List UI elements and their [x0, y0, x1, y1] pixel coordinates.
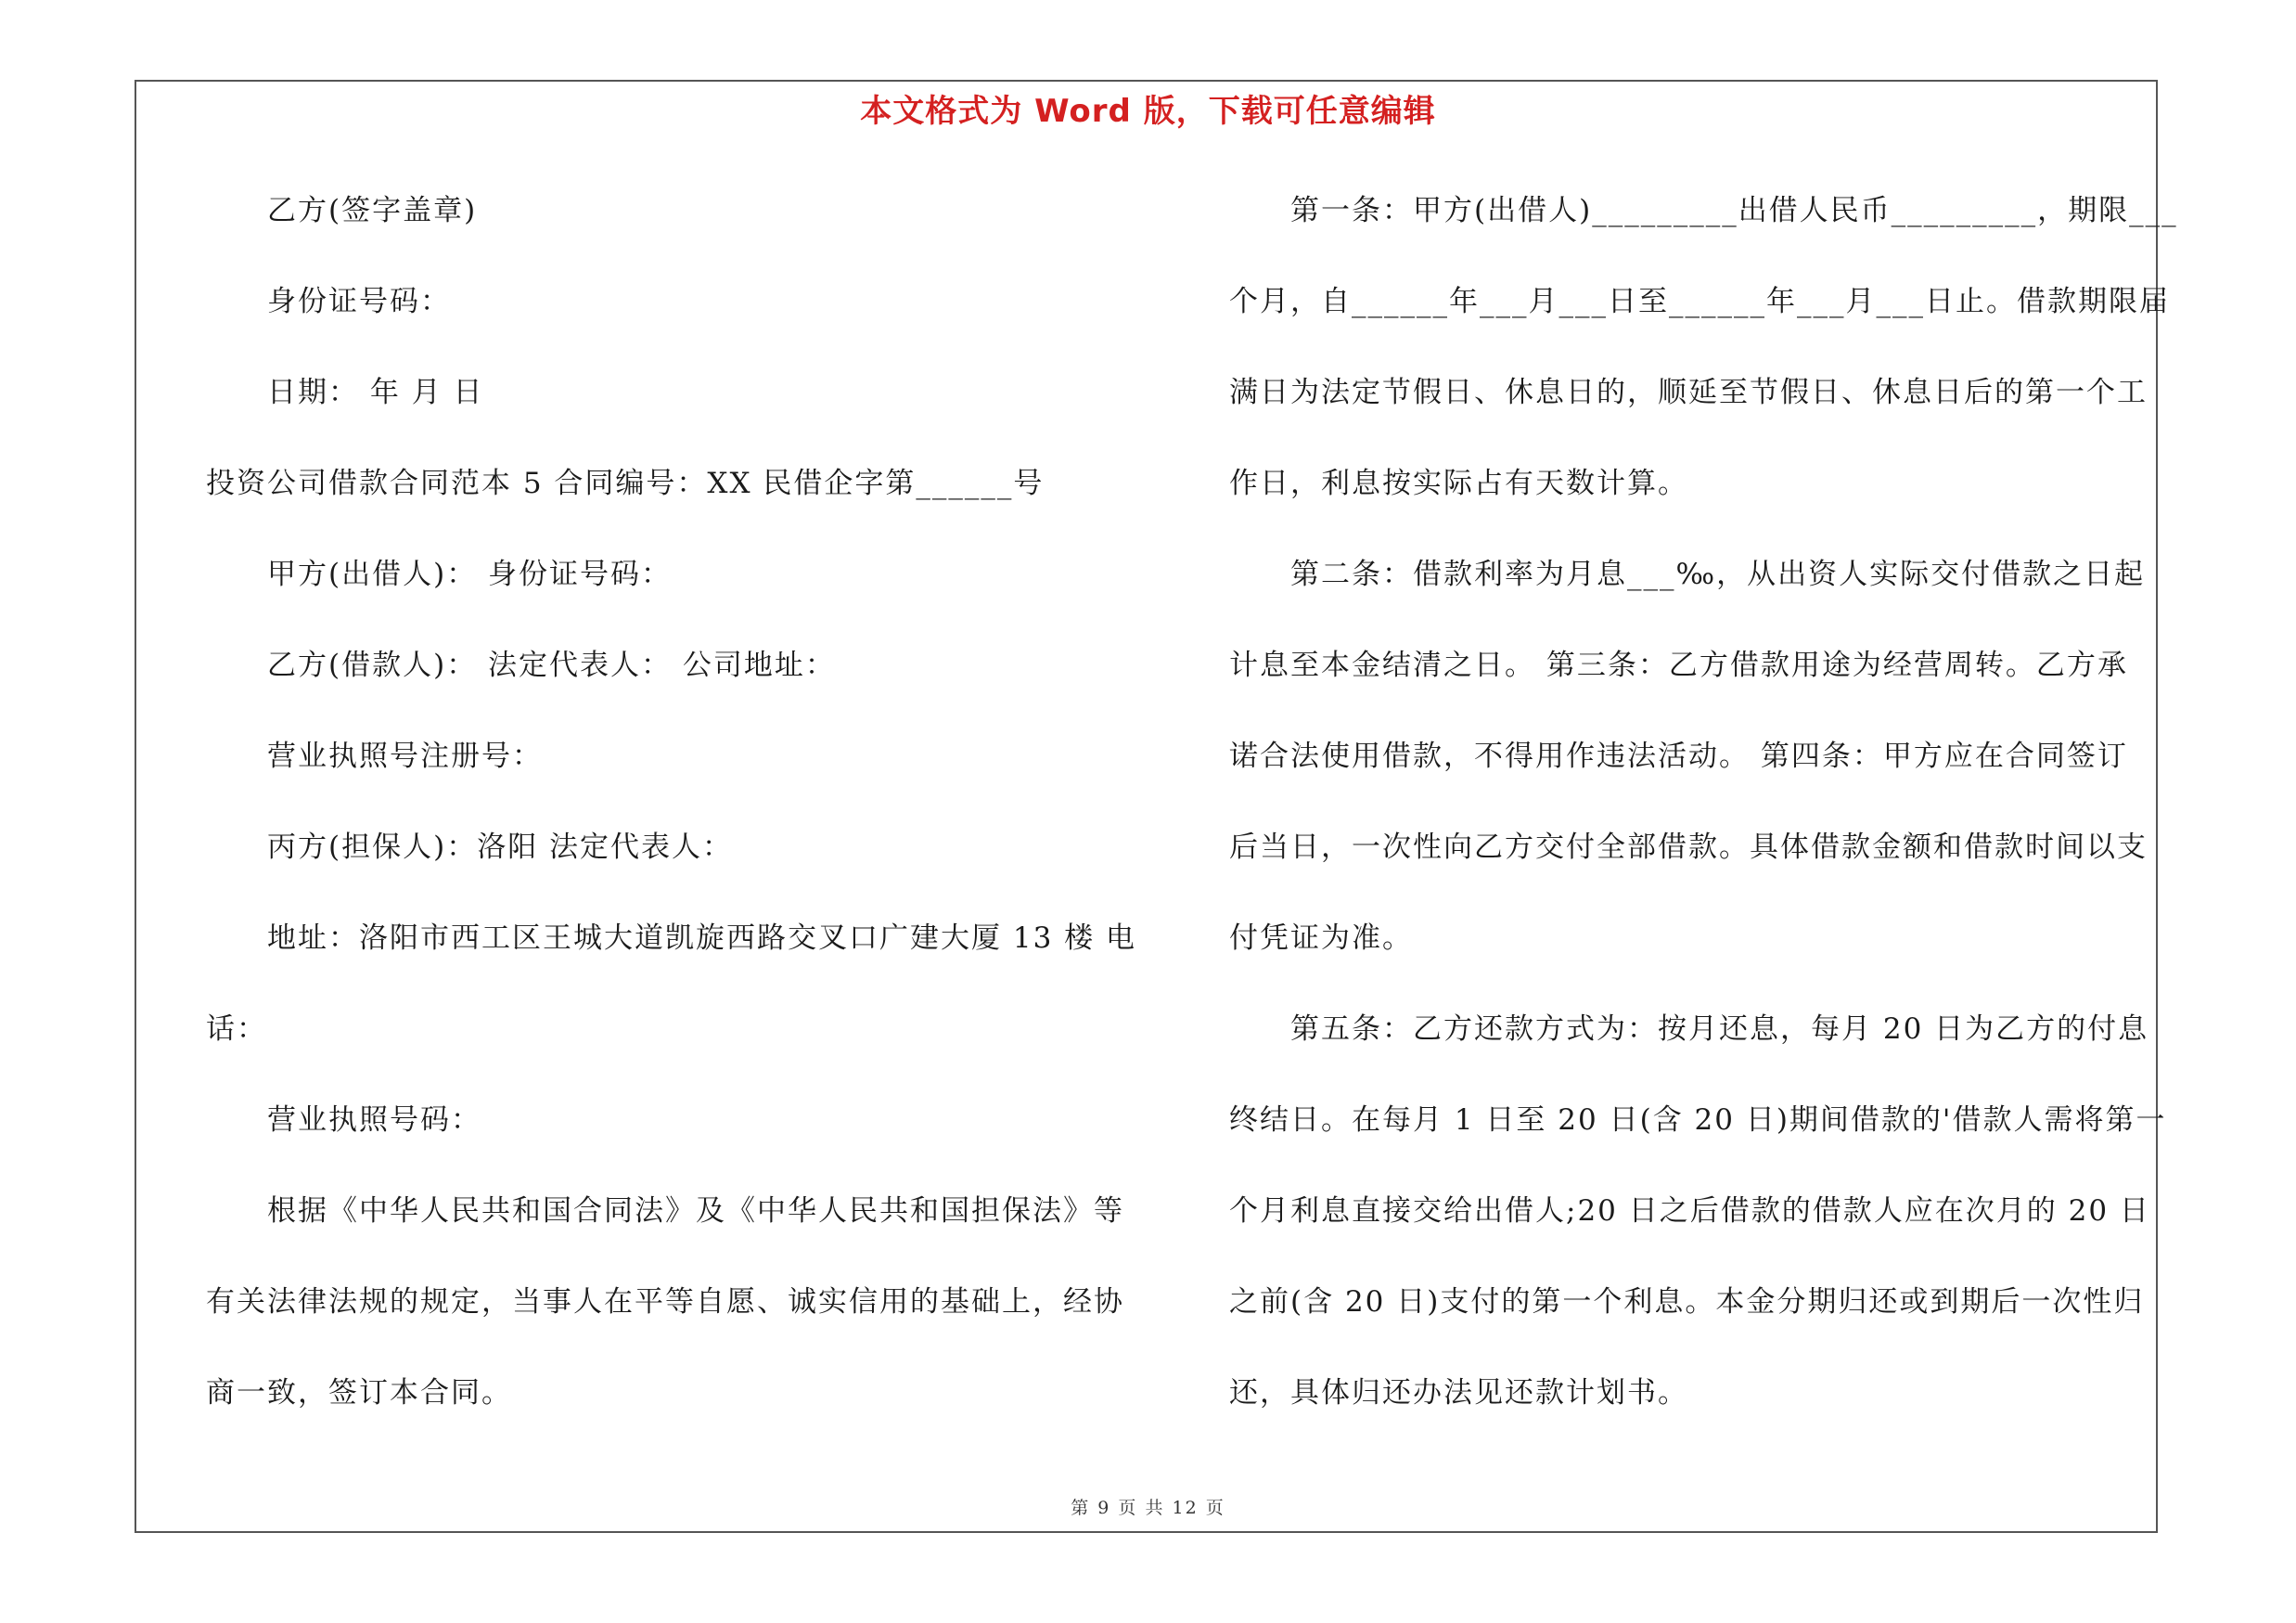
document-header-title: 本文格式为 Word 版，下载可任意编辑: [860, 93, 1436, 130]
text-line: 诺合法使用借款，不得用作违法活动。 第四条：甲方应在合同签订: [1229, 740, 2128, 773]
left-text-column: [206, 182, 1137, 1455]
text-line: 个月利息直接交给出借人;20 日之后借款的借款人应在次月的 20 日: [1229, 1194, 2150, 1228]
text-line: 第一条：甲方(出借人)_________出借人民币_________，期限___: [1290, 194, 2178, 227]
text-line: 后当日，一次性向乙方交付全部借款。具体借款金额和借款时间以支: [1229, 831, 2148, 864]
text-line: 身份证号码：: [267, 285, 451, 318]
text-line: 作日，利息按实际占有天数计算。: [1229, 467, 1688, 500]
text-line: 还，具体归还办法见还款计划书。: [1229, 1376, 1688, 1410]
text-line: 甲方(出借人)： 身份证号码：: [267, 558, 673, 591]
text-line: 营业执照号注册号：: [267, 740, 543, 773]
text-line: 终结日。在每月 1 日至 20 日(含 20 日)期间借款的'借款人需将第一: [1229, 1103, 2167, 1137]
text-line: 投资公司借款合同范本 5 合同编号：XX 民借企字第______号: [206, 467, 1045, 500]
text-line: 第二条：借款利率为月息___‰，从出资人实际交付借款之日起: [1290, 558, 2146, 591]
text-line: 满日为法定节假日、休息日的，顺延至节假日、休息日后的第一个工: [1229, 376, 2148, 409]
text-line: 有关法律法规的规定，当事人在平等自愿、诚实信用的基础上，经协: [206, 1285, 1124, 1319]
right-text-column: [1229, 182, 2178, 1455]
text-line: 个月，自______年___月___日至______年___月___日止。借款期限届: [1229, 285, 2170, 318]
page-number-footer: 第 9 页 共 12 页: [1071, 1498, 1225, 1518]
text-line: 付凭证为准。: [1229, 921, 1413, 955]
text-line: 话：: [206, 1012, 267, 1046]
text-line: 商一致，签订本合同。: [206, 1376, 512, 1410]
text-line: 日期： 年 月 日: [267, 376, 484, 409]
text-line: 乙方(借款人)： 法定代表人： 公司地址：: [267, 649, 836, 682]
text-line: 计息至本金结清之日。 第三条：乙方借款用途为经营周转。乙方承: [1229, 649, 2128, 682]
text-line: 营业执照号码：: [267, 1103, 481, 1137]
text-line: 第五条：乙方还款方式为：按月还息，每月 20 日为乙方的付息: [1290, 1012, 2149, 1046]
text-line: 乙方(签字盖章): [267, 194, 478, 227]
text-line: 地址：洛阳市西工区王城大道凯旋西路交叉口广建大厦 13 楼 电: [267, 921, 1137, 955]
text-line: 丙方(担保人)：洛阳 法定代表人：: [267, 831, 734, 864]
text-line: 根据《中华人民共和国合同法》及《中华人民共和国担保法》等: [267, 1194, 1124, 1228]
text-line: 之前(含 20 日)支付的第一个利息。本金分期归还或到期后一次性归: [1229, 1285, 2145, 1319]
